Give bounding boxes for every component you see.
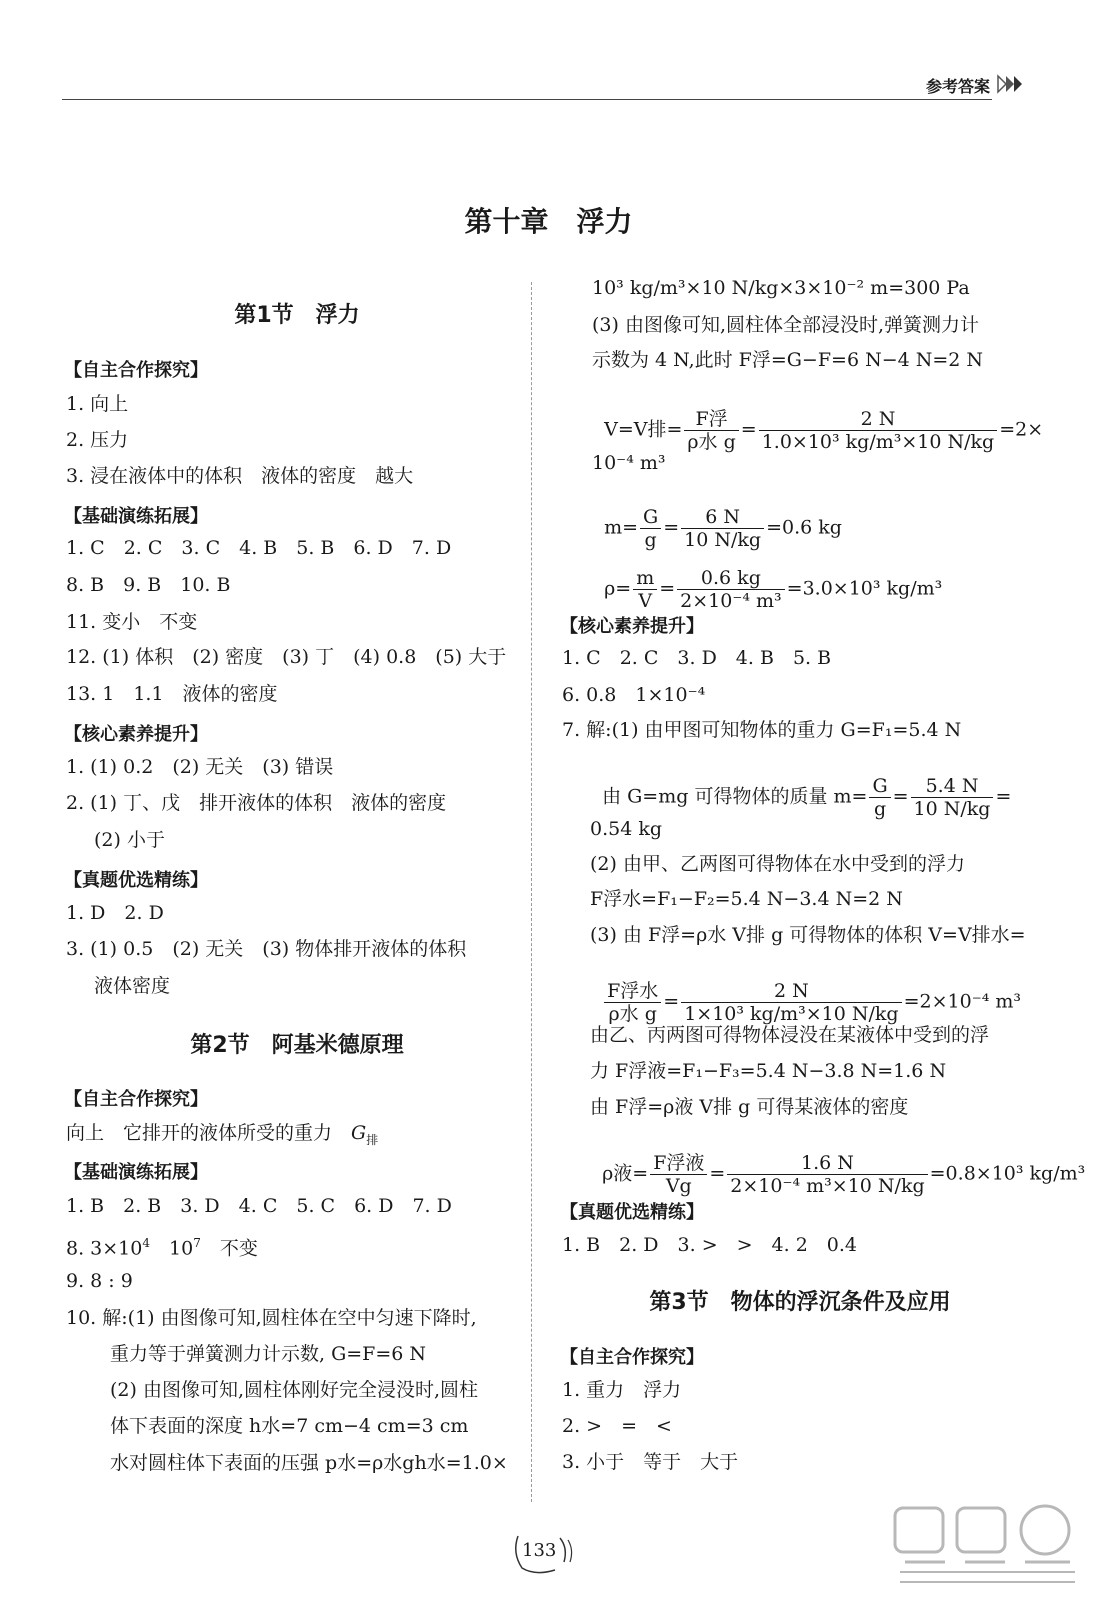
- answer-line: 2. > = <: [562, 1415, 672, 1437]
- heading: 【基础演练拓展】: [64, 1162, 208, 1183]
- answer-line: (2) 由甲、乙两图可得物体在水中受到的浮力: [590, 853, 965, 875]
- answer-line: 体下表面的深度 h水=7 cm−4 cm=3 cm: [110, 1415, 469, 1437]
- answer-line: 重力等于弹簧测力计示数, G=F=6 N: [110, 1343, 427, 1365]
- equation: V=V排= $\frac{\text{F浮}}{\text{ρ水 g}}$ = $\frac{2 N}{\text{1.0×10³ kg/m³×10 N/kg}}$ =2×: [604, 408, 1044, 453]
- answer-line: 2. 压力: [66, 429, 129, 451]
- answer-line: (2) 由图像可知,圆柱体刚好完全浸没时,圆柱: [110, 1379, 479, 1401]
- answer-line: (3) 由图像可知,圆柱体全部浸没时,弹簧测力计: [592, 314, 980, 336]
- heading: 【自主合作探究】: [64, 360, 208, 381]
- answer-line: 3. 浸在液体中的体积 液体的密度 越大: [66, 465, 414, 487]
- answer-line: 8. $3\times 10^4$ $10^7$ 不变: [66, 1236, 258, 1260]
- section-3-title: 第3节 物体的浮沉条件及应用: [649, 1290, 951, 1315]
- heading: 【核心素养提升】: [64, 724, 208, 745]
- answer-line: 10⁻⁴ m³: [592, 452, 666, 474]
- answer-line: 液体密度: [94, 975, 171, 997]
- answer-line: 向上 它排开的液体所受的重力 $G_排$: [66, 1122, 379, 1147]
- answer-line: 1. 重力 浮力: [562, 1379, 682, 1401]
- answer-line: 8. B 9. B 10. B: [66, 574, 231, 596]
- answer-line: 11. 变小 不变: [66, 611, 198, 633]
- heading: 【基础演练拓展】: [64, 506, 208, 527]
- answer-line: 1. C 2. C 3. D 4. B 5. B: [562, 647, 832, 669]
- heading: 【自主合作探究】: [64, 1089, 208, 1110]
- answer-line: 水对圆柱体下表面的压强 p水=ρ水gh水=1.0×: [110, 1452, 508, 1474]
- answer-line: 7. 解:(1) 由甲图可知物体的重力 G=F₁=5.4 N: [562, 719, 962, 741]
- heading: 【自主合作探究】: [560, 1347, 704, 1368]
- heading: 【真题优选精练】: [560, 1202, 704, 1223]
- answer-line: 2. (1) 丁、戊 排开液体的体积 液体的密度: [66, 792, 447, 814]
- answer-line: 3. 小于 等于 大于: [562, 1451, 739, 1473]
- equation: $\frac{\text{F浮水}}{\text{ρ水 g}}$ = $\frac{2 N}{\text{1×10³ kg/m³×10 N/kg}}$ =2×10⁻⁴ m³: [590, 958, 1021, 1025]
- heading: 【真题优选精练】: [64, 870, 208, 891]
- answer-line: 0.54 kg: [590, 818, 663, 840]
- equation: ρ液= $\frac{\text{F浮液}}{Vg}$ = $\frac{1.6 N}{\text{2×10⁻⁴ m³×10 N/kg}}$ =0.8×10³ kg/m³: [602, 1152, 1086, 1197]
- running-header: 参考答案: [926, 77, 991, 96]
- answer-line: 12. (1) 体积 (2) 密度 (3) 丁 (4) 0.8 (5) 大于: [66, 646, 507, 668]
- equation: m= $\frac{G}{g}$ = $\frac{6 N}{10 N/kg}$ =0.6 kg: [604, 506, 842, 551]
- arrow-icon: [996, 74, 1026, 94]
- answer-line: 1. 向上: [66, 393, 129, 415]
- section-2-title: 第2节 阿基米德原理: [190, 1033, 404, 1058]
- chapter-title: 第十章 浮力: [464, 205, 633, 238]
- equation: 由 G=mg 可得物体的质量 m= $\frac{G}{g}$ = $\frac{5.4 N}{10 N/kg}$ =: [602, 775, 1012, 820]
- answer-line: 1. D 2. D: [66, 902, 164, 924]
- heading: 【核心素养提升】: [560, 616, 704, 637]
- header-rule: [62, 99, 992, 100]
- answer-line: 1. (1) 0.2 (2) 无关 (3) 错误: [66, 756, 334, 778]
- column-divider: [531, 282, 532, 1502]
- answer-line: 10³ kg/m³×10 N/kg×3×10⁻² m=300 Pa: [592, 277, 970, 299]
- answer-line: 1. B 2. D 3. > > 4. 2 0.4: [562, 1234, 858, 1256]
- answer-line: 1. B 2. B 3. D 4. C 5. C 6. D 7. D: [66, 1195, 452, 1217]
- watermark-logo: [885, 1500, 1085, 1595]
- answer-line: (2) 小于: [94, 829, 165, 851]
- page-number: 133: [510, 1528, 580, 1578]
- answer-line: 力 F浮液=F₁−F₃=5.4 N−3.8 N=1.6 N: [590, 1060, 947, 1082]
- answer-line: F浮水=F₁−F₂=5.4 N−3.4 N=2 N: [590, 888, 903, 910]
- answer-line: 9. 8 : 9: [66, 1270, 133, 1292]
- answer-line: 1. C 2. C 3. C 4. B 5. B 6. D 7. D: [66, 537, 452, 559]
- answer-line: 示数为 4 N,此时 F浮=G−F=6 N−4 N=2 N: [592, 349, 984, 371]
- section-1-title: 第1节 浮力: [234, 303, 360, 328]
- answer-line: 6. 0.8 1×10⁻⁴: [562, 684, 706, 706]
- answer-line: 3. (1) 0.5 (2) 无关 (3) 物体排开液体的体积: [66, 938, 467, 960]
- answer-line: (3) 由 F浮=ρ水 V排 g 可得物体的体积 V=V排水=: [590, 924, 1026, 946]
- answer-line: 13. 1 1.1 液体的密度: [66, 683, 278, 705]
- answer-line: 由乙、丙两图可得物体浸没在某液体中受到的浮: [590, 1024, 990, 1046]
- answer-line: 由 F浮=ρ液 V排 g 可得某液体的密度: [590, 1096, 909, 1118]
- answer-line: 10. 解:(1) 由图像可知,圆柱体在空中匀速下降时,: [66, 1307, 477, 1329]
- equation: ρ= $\frac{m}{V}$ = $\frac{0.6 kg}{\text{2×10⁻⁴ m³}}$ =3.0×10³ kg/m³: [604, 567, 943, 612]
